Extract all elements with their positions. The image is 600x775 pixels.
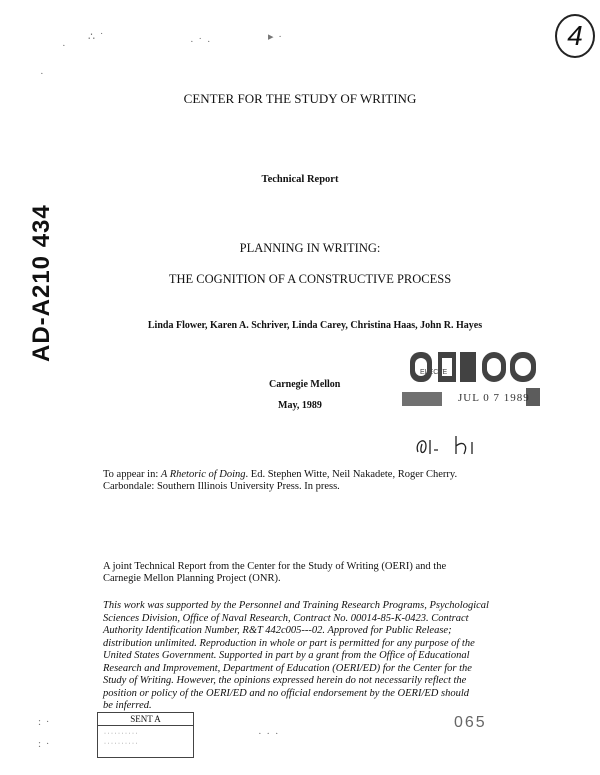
- scan-noise: ·: [40, 68, 45, 80]
- joint-report-line-1: A joint Technical Report from the Center for the Study of Writing (OERI) and the: [103, 561, 447, 572]
- support-line: Study of Writing. However, the opinions expressed herein do not necessarily reflect the: [103, 675, 467, 686]
- accession-form-box: [97, 712, 194, 758]
- title-line-2: THE COGNITION OF A CONSTRUCTIVE PROCESS: [168, 272, 452, 286]
- appear-prefix: To appear in:: [103, 469, 161, 480]
- support-line: Sciences Division, Office of Naval Research, Contract No. 00014-85-K-0423. Contract: [103, 612, 469, 624]
- scan-noise: : ·: [38, 738, 51, 750]
- appear-rest: . Ed. Stephen Witte, Neil Nakadete, Roger Cherry.: [245, 469, 458, 480]
- appear-line-2: Carbondale: Southern Illinois University Press. In press.: [103, 481, 340, 492]
- scan-noise: · · ·: [258, 728, 280, 740]
- report-date: May, 1989: [278, 400, 322, 411]
- support-line: distribution unlimited. Reproduction in whole or part is permitted for any purpose of the: [103, 637, 475, 649]
- appear-line-1: [103, 469, 457, 482]
- stamp-date: JUL 0 7 1989: [458, 392, 530, 404]
- support-line: Authority Identification Number, R&T 442c005---02. Approved for Public Release;: [103, 625, 452, 636]
- form-noise: · · · · · · · · · ·: [104, 741, 138, 747]
- title-line-1: PLANNING IN WRITING:: [239, 241, 381, 255]
- form-noise: · · · · · · · · · ·: [104, 731, 138, 737]
- scan-noise: ·: [62, 40, 67, 52]
- book-title: A Rhetoric of Doing: [160, 469, 246, 480]
- support-line: This work was supported by the Personnel and Training Research Programs, Psychological: [103, 600, 489, 611]
- handwritten-initials: [412, 432, 492, 460]
- support-line: be inferred.: [103, 700, 152, 711]
- support-line: position or policy of the OERI/ED and no official endorsement by the OERI/ED should: [103, 687, 469, 699]
- svg-text:ELECTE: ELECTE: [420, 369, 448, 376]
- scan-noise: · ˙ ·: [190, 36, 212, 48]
- center-header: CENTER FOR THE STUDY OF WRITING: [183, 91, 417, 106]
- support-statement: [103, 600, 593, 713]
- scan-noise: : ·: [38, 716, 51, 728]
- authors: Linda Flower, Karen A. Schriver, Linda Carey, Christina Haas, John R. Hayes: [147, 320, 483, 331]
- institution: Carnegie Mellon: [269, 379, 341, 390]
- support-line: United States Government. Supported in part by a grant from the Office of Educational: [103, 650, 470, 661]
- side-document-id: AD-A210 434: [28, 204, 55, 362]
- scan-noise: ∴ ˙: [88, 31, 105, 43]
- joint-report-line-2: Carnegie Mellon Planning Project (ONR).: [103, 573, 281, 584]
- report-type: Technical Report: [261, 174, 339, 185]
- form-header: SENT A: [98, 713, 193, 726]
- bottom-number: 065: [454, 714, 487, 731]
- scan-noise: ▸ ·: [268, 31, 283, 43]
- handwritten-corner-mark: 4: [555, 14, 595, 58]
- support-line: Research and Improvement, Department of Education (OERI/ED) for the Center for the: [103, 662, 472, 674]
